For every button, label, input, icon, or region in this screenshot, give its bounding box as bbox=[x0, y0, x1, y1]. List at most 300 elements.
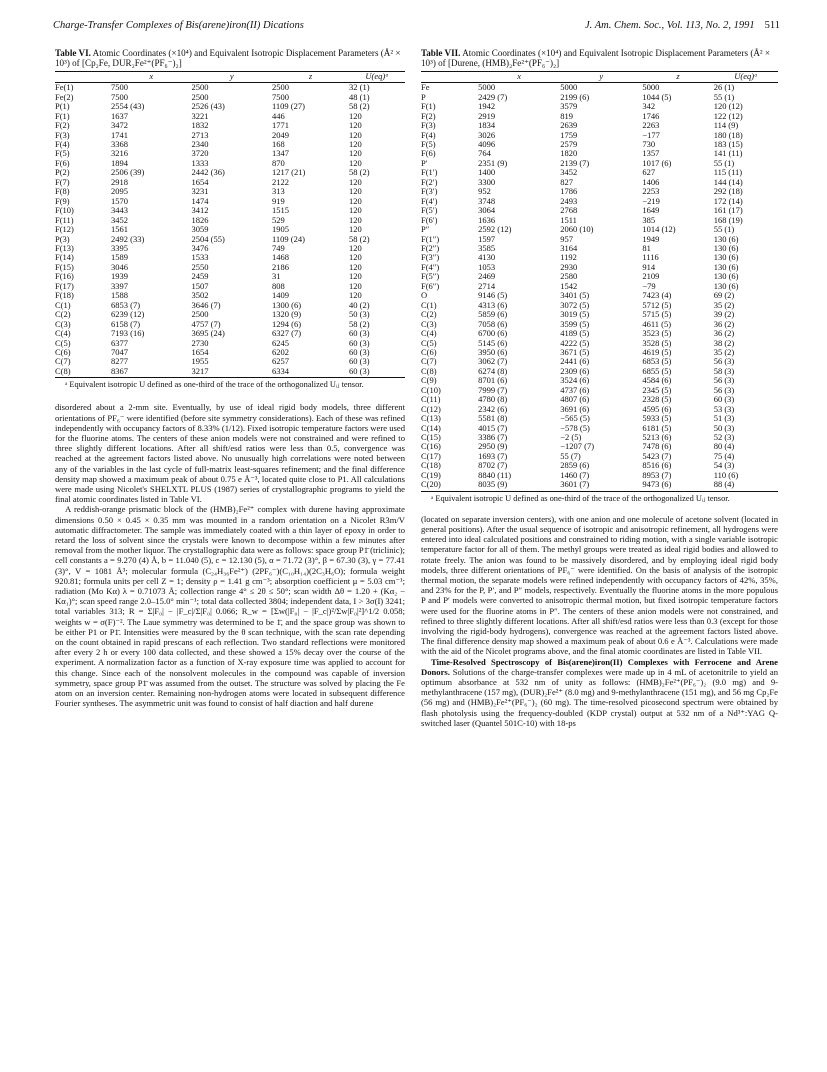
table-cell: 120 bbox=[349, 290, 362, 301]
table-cell: 1053 bbox=[478, 261, 496, 272]
table-cell: 180 (18) bbox=[713, 129, 743, 140]
table-cell: 1942 bbox=[478, 101, 496, 112]
table-cell: 2579 bbox=[560, 138, 578, 149]
table-cell: −565 (5) bbox=[560, 413, 590, 424]
table-cell: 35 (2) bbox=[713, 346, 735, 357]
table-cell: 56 (3) bbox=[713, 356, 735, 367]
atom-label: C(13) bbox=[421, 413, 441, 424]
table-cell: 1693 (7) bbox=[478, 450, 508, 461]
table-cell: 1746 bbox=[642, 110, 660, 121]
table-cell: 2060 (10) bbox=[560, 224, 594, 235]
table-cell: 2139 (7) bbox=[560, 157, 590, 168]
atom-label: C(8) bbox=[55, 367, 111, 378]
table-cell: 1409 bbox=[272, 290, 289, 301]
atom-label: F(1) bbox=[55, 110, 70, 121]
table-cell: 2340 bbox=[191, 138, 209, 149]
table-cell: 1786 bbox=[560, 186, 578, 197]
table6-caption-label: Table VI. bbox=[55, 48, 91, 58]
table-cell: 870 bbox=[272, 157, 285, 168]
table-cell: 1949 bbox=[642, 233, 660, 244]
table-cell: 4611 (5) bbox=[642, 318, 672, 329]
table7-footnote: ᵃ Equivalent isotropic U defined as one-third of the trace of the orthogonalized Uᵢⱼ tensor. bbox=[431, 493, 730, 503]
table-cell: 130 (6) bbox=[713, 252, 739, 263]
atom-label: Fe(1) bbox=[55, 82, 74, 93]
table-cell: 2500 bbox=[191, 91, 209, 102]
table-cell: 1637 bbox=[111, 110, 128, 121]
left-column bbox=[55, 48, 405, 708]
table-cell: 2500 bbox=[191, 82, 209, 93]
table-cell: 1636 bbox=[478, 214, 496, 225]
table-cell: 1515 bbox=[272, 205, 289, 216]
table-cell: 120 bbox=[349, 261, 362, 272]
table-row bbox=[421, 480, 778, 491]
table-cell: 1654 bbox=[191, 346, 209, 357]
table-cell: 4619 (5) bbox=[642, 346, 672, 357]
table-cell: 38 (2) bbox=[713, 337, 735, 348]
table-cell: 4780 (8) bbox=[478, 394, 508, 405]
section-heading: Time-Resolved Spectroscopy of Bis(arene)iron(II) Complexes with Ferrocene and Arene Donors. bbox=[421, 656, 778, 677]
table-cell: 2592 (12) bbox=[478, 224, 512, 235]
table-cell: 2441 (6) bbox=[560, 356, 590, 367]
table-cell: 60 (3) bbox=[349, 367, 405, 378]
table-cell: 2263 bbox=[642, 120, 660, 131]
table-cell: 3401 (5) bbox=[560, 290, 590, 301]
atom-label: F(16) bbox=[55, 271, 74, 282]
right-paragraph-1: (located on separate inversion centers), with one anion and one molecule of acetone solvent (located in general positions). After the usual sequence of isotropic and anisotropic refinement, all hydrogens were entered into ideal calculated positions and constrained to riding motion, with a single variable isotropic temperature factor for all of them. The methyl groups were treated as ideal rigid bodies and allowed to rotate freely. The anion was found to be massively disordered, and by employing ideal rigid body models, three different orientations of PF₆⁻ were identified. On the basis of analysis of the isotropic thermal motion, the separate models were refined independently with occupancy factors of 42%, 35%, and 23% for the P, P′, and P″ models, respectively. Eventually the fluorine atoms in the more populous P and P′ models were converted to anisotropic thermal motion, but fixed isotropic temperature factors were used for the fluorine atoms in P″. The centers of these anion models were not constrained, and refined to three slightly different locations. After all shift/esd ratios were less than 0.3 (except for those involving the rigid-body hydrogens), convergence was reached at the agreement factors listed above. The final difference density map showed a maximum peak of about 0.6 e Å⁻³. Calculations were made with the aid of the Nicolet programs above, and the final atomic coordinates are listed in Table VII. bbox=[421, 513, 778, 657]
table-cell: 1832 bbox=[191, 120, 209, 131]
table-cell: 1014 (12) bbox=[642, 224, 676, 235]
table-cell: 51 (3) bbox=[713, 413, 735, 424]
table-cell: 3585 bbox=[478, 242, 496, 253]
table-cell: 2639 bbox=[560, 120, 578, 131]
table-cell: 1826 bbox=[191, 214, 209, 225]
table-cell: 69 (2) bbox=[713, 290, 735, 301]
table-cell: 3046 bbox=[111, 261, 128, 272]
atom-label: F(6) bbox=[421, 148, 436, 159]
table-cell: 1217 (21) bbox=[272, 167, 306, 178]
table-cell: 58 (3) bbox=[713, 365, 735, 376]
table-cell: 1507 bbox=[191, 280, 209, 291]
table-cell: −578 (5) bbox=[560, 422, 590, 433]
table7-caption-text: Atomic Coordinates (×10⁴) and Equivalent Isotropic Displacement Parameters (Å² × 10³) of [Durene, (HMB)₂Fe²⁺(PF₆⁻)₂] bbox=[421, 48, 771, 69]
table-cell: 130 (6) bbox=[713, 242, 739, 253]
table-cell: 5715 (5) bbox=[642, 309, 672, 320]
table-cell: 952 bbox=[478, 186, 491, 197]
table-cell: 122 (12) bbox=[713, 110, 743, 121]
table-cell: 1347 bbox=[272, 148, 289, 159]
table-cell: 60 (3) bbox=[349, 328, 370, 339]
atom-label: F(3′) bbox=[421, 186, 438, 197]
table-cell: 3502 bbox=[191, 290, 209, 301]
table-cell: −177 bbox=[642, 129, 660, 140]
table-cell: 6257 bbox=[272, 356, 289, 367]
table-cell: 130 (6) bbox=[713, 233, 739, 244]
atom-label: C(4) bbox=[421, 328, 437, 339]
table-cell: 120 (12) bbox=[713, 101, 743, 112]
table-cell: 4130 bbox=[478, 252, 496, 263]
table-cell: 120 bbox=[349, 120, 362, 131]
atom-label: F(5′) bbox=[421, 205, 438, 216]
table-cell: 5213 (6) bbox=[642, 432, 672, 443]
table-cell: 36 (2) bbox=[713, 328, 735, 339]
table-cell: 3368 bbox=[111, 138, 128, 149]
atom-label: F(2) bbox=[421, 110, 436, 121]
atom-label: P(2) bbox=[55, 167, 70, 178]
table-cell: 1905 bbox=[272, 224, 289, 235]
atom-label: F(12) bbox=[55, 224, 74, 235]
table-cell: 4584 (6) bbox=[642, 375, 672, 386]
table-cell: 1109 (27) bbox=[272, 101, 305, 112]
table-cell: 2550 bbox=[191, 261, 209, 272]
table-cell: 1044 (5) bbox=[642, 91, 672, 102]
table-cell: 3691 (6) bbox=[560, 403, 590, 414]
table-cell: 120 bbox=[349, 242, 362, 253]
table-cell: 120 bbox=[349, 252, 362, 263]
table-cell: 4189 (5) bbox=[560, 328, 590, 339]
atom-label: C(12) bbox=[421, 403, 441, 414]
table-cell: 3452 bbox=[560, 167, 578, 178]
table-cell: 7500 bbox=[272, 91, 289, 102]
table-cell: 5145 (6) bbox=[478, 337, 508, 348]
table-cell: 3064 bbox=[478, 205, 496, 216]
table-cell: 827 bbox=[560, 176, 573, 187]
atom-label: C(5) bbox=[421, 337, 437, 348]
table-cell: 3579 bbox=[560, 101, 578, 112]
table-cell: 81 bbox=[642, 242, 651, 253]
table-cell: 1357 bbox=[642, 148, 660, 159]
table-cell: 6245 bbox=[272, 337, 289, 348]
table6 bbox=[55, 71, 405, 379]
table-cell: 6855 (5) bbox=[642, 365, 672, 376]
table-cell: 1955 bbox=[191, 356, 209, 367]
table7-caption-label: Table VII. bbox=[421, 48, 461, 58]
table-cell: 1561 bbox=[111, 224, 128, 235]
atom-label: F(4) bbox=[421, 129, 436, 140]
right-column bbox=[421, 48, 778, 728]
table-cell: 1649 bbox=[642, 205, 660, 216]
table-cell: 2492 (33) bbox=[111, 233, 145, 244]
table-cell: 60 (3) bbox=[349, 337, 370, 348]
atom-label: F(5) bbox=[421, 138, 436, 149]
atom-label: F(4″) bbox=[421, 261, 440, 272]
table-cell: 3217 bbox=[192, 367, 273, 378]
table-cell: 2199 (6) bbox=[560, 91, 590, 102]
table-cell: 2506 (39) bbox=[111, 167, 145, 178]
table6-footnote: ᵃ Equivalent isotropic U defined as one-third of the trace of the orthogonalized Uᵢⱼ tensor. bbox=[65, 380, 364, 390]
table-cell: 55 (1) bbox=[713, 157, 735, 168]
table-cell: 7193 (16) bbox=[111, 328, 145, 339]
table-cell: 141 (11) bbox=[713, 148, 743, 159]
table-cell: 627 bbox=[642, 167, 656, 178]
table-cell: 3019 (5) bbox=[560, 309, 590, 320]
atom-label: F(17) bbox=[55, 280, 74, 291]
table-cell: 120 bbox=[349, 176, 362, 187]
table-cell: 3026 bbox=[478, 129, 496, 140]
atom-label: P′ bbox=[421, 157, 428, 168]
table-cell: 130 (6) bbox=[713, 280, 739, 291]
table-cell: 50 (3) bbox=[349, 309, 370, 320]
table-cell: 120 bbox=[349, 280, 362, 291]
column-header: z bbox=[272, 71, 349, 82]
atom-label: F(7) bbox=[55, 176, 70, 187]
table-cell: 1820 bbox=[560, 148, 578, 159]
atom-label: F(1) bbox=[421, 101, 436, 112]
atom-label: F(2′) bbox=[421, 176, 438, 187]
atom-label: P bbox=[421, 91, 426, 102]
atom-label: P(3) bbox=[55, 233, 70, 244]
table-cell: 4757 (7) bbox=[191, 318, 221, 329]
atom-label: F(1′) bbox=[421, 167, 438, 178]
table-cell: 6158 (7) bbox=[111, 318, 141, 329]
table-cell: 2859 (6) bbox=[560, 460, 590, 471]
table-cell: 3646 (7) bbox=[191, 299, 221, 310]
table-cell: 88 (4) bbox=[714, 480, 778, 491]
table-cell: 54 (3) bbox=[713, 460, 735, 471]
table-cell: −219 bbox=[642, 195, 660, 206]
atom-label: C(17) bbox=[421, 450, 441, 461]
table-cell: 2469 bbox=[478, 271, 496, 282]
table-cell: 31 bbox=[272, 271, 281, 282]
table-cell: 120 bbox=[349, 110, 362, 121]
table-cell: 5000 bbox=[642, 82, 660, 93]
atom-label: F(3) bbox=[421, 120, 436, 131]
table-cell: 914 bbox=[642, 261, 656, 272]
right-paragraph-2 bbox=[421, 657, 778, 728]
table-cell: 144 (14) bbox=[713, 176, 743, 187]
table-cell: 7999 (7) bbox=[478, 384, 508, 395]
table-cell: 2459 bbox=[191, 271, 209, 282]
table-cell: 5423 (7) bbox=[642, 450, 672, 461]
table-cell: 3164 bbox=[560, 242, 578, 253]
table-cell: 1400 bbox=[478, 167, 496, 178]
table-cell: 3601 (7) bbox=[560, 480, 642, 491]
table-cell: 3528 (5) bbox=[642, 337, 672, 348]
table-cell: 2493 bbox=[560, 195, 578, 206]
table-cell: 8840 (11) bbox=[478, 469, 512, 480]
atom-label: C(14) bbox=[421, 422, 441, 433]
table6-caption bbox=[55, 48, 405, 69]
atom-label: C(2) bbox=[421, 309, 437, 320]
atom-label: Fe(2) bbox=[55, 91, 74, 102]
table-cell: 1460 (7) bbox=[560, 469, 590, 480]
table-cell: 6327 (7) bbox=[272, 328, 302, 339]
table-cell: 1834 bbox=[478, 120, 496, 131]
table-cell: 3386 (7) bbox=[478, 432, 508, 443]
table-cell: 1333 bbox=[191, 157, 209, 168]
atom-label: C(19) bbox=[421, 469, 441, 480]
table-cell: 8277 bbox=[111, 356, 128, 367]
atom-label: F(2″) bbox=[421, 242, 440, 253]
table-cell: 1542 bbox=[560, 280, 578, 291]
table-cell: 4222 (5) bbox=[560, 337, 590, 348]
table-cell: 957 bbox=[560, 233, 573, 244]
table-cell: 7058 (6) bbox=[478, 318, 508, 329]
table-cell: 6853 (5) bbox=[642, 356, 672, 367]
table-cell: 3300 bbox=[478, 176, 496, 187]
atom-label: P″ bbox=[421, 224, 430, 235]
atom-label: C(6) bbox=[421, 346, 437, 357]
atom-label: F(4′) bbox=[421, 195, 438, 206]
table-cell: 8516 (6) bbox=[642, 460, 672, 471]
atom-label: C(20) bbox=[421, 480, 478, 491]
table-cell: 120 bbox=[349, 186, 362, 197]
table-cell: 1570 bbox=[111, 195, 128, 206]
table-cell: 1597 bbox=[478, 233, 496, 244]
table-cell: 446 bbox=[272, 110, 285, 121]
table-cell: 5000 bbox=[560, 82, 578, 93]
table-cell: 8702 (7) bbox=[478, 460, 508, 471]
table-cell: 2919 bbox=[478, 110, 496, 121]
table-cell: 39 (2) bbox=[713, 309, 735, 320]
column-header: U(eq)ᵃ bbox=[349, 71, 405, 82]
atom-label: C(8) bbox=[421, 365, 437, 376]
table-cell: 2186 bbox=[272, 261, 289, 272]
table-cell: 5859 (6) bbox=[478, 309, 508, 320]
table-cell: 1771 bbox=[272, 120, 289, 131]
table-cell: 3950 (6) bbox=[478, 346, 508, 357]
table-cell: 2526 (43) bbox=[191, 101, 225, 112]
table-cell: 2768 bbox=[560, 205, 578, 216]
table-cell: 55 (7) bbox=[560, 450, 581, 461]
table-cell: 55 (1) bbox=[713, 224, 735, 235]
atom-label: F(11) bbox=[55, 214, 74, 225]
table-cell: 8701 (6) bbox=[478, 375, 508, 386]
atom-label: C(5) bbox=[55, 337, 71, 348]
atom-label: F(6″) bbox=[421, 280, 440, 291]
table7-caption bbox=[421, 48, 778, 69]
table-cell: 120 bbox=[349, 157, 362, 168]
atom-label: F(13) bbox=[55, 242, 74, 253]
left-paragraph-2: A reddish-orange prismatic block of the (HMB)₂Fe²⁺ complex with durene having approximate dimensions 0.50 × 0.45 × 0.35 mm was mounted in a random orientation on a Nicolet R3m/V automatic diffractometer. The sample was immediately coated with a thin layer of epoxy in order to retard the loss of solvent since the crystals were known to decompose within a few minutes after removal from the mother liquor. The crystallographic data were as follows: space group P1̄ (triclinic); cell constants a = 9.270 (4) Å, b = 11.040 (5), c = 12.130 (5), α = 71.72 (3)°, β = 67.30 (3), γ = 77.41 (3)°, V = 1081 Å³; molecular formula (C₂₄H₃₆Fe²⁺) (2PF₆⁻)(C₁₀H₁₄)(2C₃H₆O); formula weight 920.81; formula units per cell Z = 1; density ρ = 1.41 g cm⁻³; absorption coefficient μ = 5.03 cm⁻¹; radiation (Mo Kα) λ = 0.71073 Å; collection range 4° ≤ 2θ ≤ 50°; scan width Δθ = 1.20 + (Kα₂ − Kα₁)°; scan speed range 2.0–15.0° min⁻¹; total data collected 3804; independent data, I > 3σ(I) 3241; total variables 313; R = Σ|F₀| − |F_c|/Σ|F₀| 0.066; R_w = [Σw(|F₀| − |F_c|)²/Σw|F₀|²]^1/2 0.058; weights w = σ(F)⁻². The Laue symmetry was determined to be 1̄, and the space group was shown to be either P1 or P1̄. Intensities were measured by the θ scan technique, with the scan rate depending on the count obtained in rapid prescans of each reflection. Two standard reflections were monitored after every 2 h or every 100 data collected, and these showed a 15% decay over the course of the experiment. A normalization factor as a function of X-ray exposure time was applied to account for this change. Since each of the nonsolvent molecules in the compound was capable of inversion symmetry, space group P1̄ was assumed from the outset. The structure was solved by placing the Fe atom on an inversion center. Remaining non-hydrogen atoms were located in subsequent difference Fourier syntheses. The asymmetric unit was found to consist of half diaction and half durene bbox=[55, 504, 405, 709]
table-cell: 3523 (5) bbox=[642, 328, 672, 339]
table-cell: 2554 (43) bbox=[111, 101, 145, 112]
table-cell: 2918 bbox=[111, 176, 128, 187]
table-cell: 2950 (9) bbox=[478, 441, 508, 452]
table-cell: 75 (4) bbox=[713, 450, 735, 461]
table-cell: 1320 (9) bbox=[272, 309, 302, 320]
table-cell: 1588 bbox=[111, 290, 128, 301]
table-cell: 2342 (6) bbox=[478, 403, 508, 414]
table-cell: 292 (18) bbox=[713, 186, 743, 197]
table-cell: 313 bbox=[272, 186, 285, 197]
table-cell: 3397 bbox=[111, 280, 128, 291]
left-body-text bbox=[55, 402, 405, 708]
table-cell: 7047 bbox=[111, 346, 128, 357]
column-header: x bbox=[111, 71, 192, 82]
table-cell: 6202 bbox=[272, 346, 289, 357]
table-cell: 8367 bbox=[111, 367, 192, 378]
table-cell: 2253 bbox=[642, 186, 660, 197]
table-cell: 3221 bbox=[191, 110, 209, 121]
table-cell: 6700 (6) bbox=[478, 328, 508, 339]
left-paragraph-1: disordered about a 2-mm site. Eventually, by use of ideal rigid body models, three different orientations of PF₆⁻ were identified (before site symmetry considerations). Each of these was refined independently with occupancy factors of 8.33% (1/12). Fixed isotropic temperature factors were used for the fluorine atoms. The centers of these anion models were not constrained and were refined to three slightly different locations. After all shift/esd ratios were less than 0.5, convergence was reached at the agreement factors listed above. No unusually high correlations were noted between any of the variables in the last cycle of full-matrix least-squares refinement; and the final difference density map showed a maximum peak of about 0.75 e Å⁻³, located quite close to P1. All calculations were made using Nicolet's SHELXTL PLUS (1987) series of crystallographic programs to yield the final atomic coordinates listed in Table VI. bbox=[55, 402, 405, 505]
atom-label: C(4) bbox=[55, 328, 71, 339]
atom-label: C(3) bbox=[55, 318, 71, 329]
atom-label: C(3) bbox=[421, 318, 437, 329]
atom-label: F(9) bbox=[55, 195, 70, 206]
table-cell: 183 (15) bbox=[713, 138, 743, 149]
atom-label: F(6) bbox=[55, 157, 70, 168]
table-cell: 56 (3) bbox=[713, 384, 735, 395]
table-cell: 3476 bbox=[191, 242, 209, 253]
table-cell: 3216 bbox=[111, 148, 128, 159]
table-cell: 35 (2) bbox=[713, 299, 735, 310]
table-cell: 2730 bbox=[191, 337, 209, 348]
table-cell: 6181 (5) bbox=[642, 422, 672, 433]
table-cell: 5000 bbox=[478, 82, 496, 93]
table-row bbox=[55, 367, 405, 378]
table-cell: 8035 (9) bbox=[478, 480, 560, 491]
atom-label: F(5) bbox=[55, 148, 70, 159]
atom-label: C(18) bbox=[421, 460, 441, 471]
table-cell: 1939 bbox=[111, 271, 128, 282]
table-cell: 7500 bbox=[111, 91, 128, 102]
table-cell: 32 (1) bbox=[349, 82, 370, 93]
table-cell: 2122 bbox=[272, 176, 289, 187]
table-cell: −2 (5) bbox=[560, 432, 582, 443]
table-cell: 2049 bbox=[272, 129, 289, 140]
table-cell: 115 (11) bbox=[713, 167, 743, 178]
table-cell: 168 bbox=[272, 138, 285, 149]
table-cell: 1474 bbox=[191, 195, 209, 206]
table-cell: 3671 (5) bbox=[560, 346, 590, 357]
table-cell: 120 bbox=[349, 138, 362, 149]
table-cell: 529 bbox=[272, 214, 285, 225]
table-cell: 3231 bbox=[191, 186, 209, 197]
table-cell: 56 (3) bbox=[713, 375, 735, 386]
table-cell: 6377 bbox=[111, 337, 128, 348]
table-cell: 130 (6) bbox=[713, 271, 739, 282]
table-cell: 4313 (6) bbox=[478, 299, 508, 310]
table-cell: 2442 (36) bbox=[191, 167, 225, 178]
atom-label: F(3″) bbox=[421, 252, 440, 263]
atom-label: F(8) bbox=[55, 186, 70, 197]
table-cell: 9473 (6) bbox=[642, 480, 713, 491]
table-cell: 6334 bbox=[272, 367, 349, 378]
table-cell: 2504 (55) bbox=[191, 233, 225, 244]
table-cell: 1300 (6) bbox=[272, 299, 302, 310]
table-cell: 114 (9) bbox=[713, 120, 739, 131]
table-cell: 6853 (7) bbox=[111, 299, 141, 310]
atom-label: C(1) bbox=[55, 299, 71, 310]
table-cell: 1109 (24) bbox=[272, 233, 305, 244]
table-cell: 2714 bbox=[478, 280, 496, 291]
table-cell: 58 (2) bbox=[349, 318, 370, 329]
table-cell: 60 (3) bbox=[713, 394, 735, 405]
table-cell: 2309 (6) bbox=[560, 365, 590, 376]
column-header: U(eq)ᵃ bbox=[714, 71, 778, 82]
atom-label: O bbox=[421, 290, 428, 301]
page-number: 511 bbox=[764, 20, 780, 31]
table-cell: 58 (2) bbox=[349, 233, 370, 244]
running-header bbox=[53, 20, 780, 36]
table-cell: 1294 (6) bbox=[272, 318, 302, 329]
table-cell: 919 bbox=[272, 195, 285, 206]
table-cell: 1533 bbox=[191, 252, 209, 263]
atom-label: F(1″) bbox=[421, 233, 440, 244]
table-cell: 172 (14) bbox=[713, 195, 743, 206]
table-cell: 3059 bbox=[191, 224, 209, 235]
journal-citation bbox=[585, 20, 780, 31]
table-cell: 5712 (5) bbox=[642, 299, 672, 310]
table-cell: 2109 bbox=[642, 271, 660, 282]
atom-label: F(6′) bbox=[421, 214, 438, 225]
table-cell: 4807 (6) bbox=[560, 394, 590, 405]
table-cell: 730 bbox=[642, 138, 656, 149]
table-cell: 3062 (7) bbox=[478, 356, 508, 367]
table-cell: 2713 bbox=[191, 129, 209, 140]
atom-label: F(14) bbox=[55, 252, 74, 263]
